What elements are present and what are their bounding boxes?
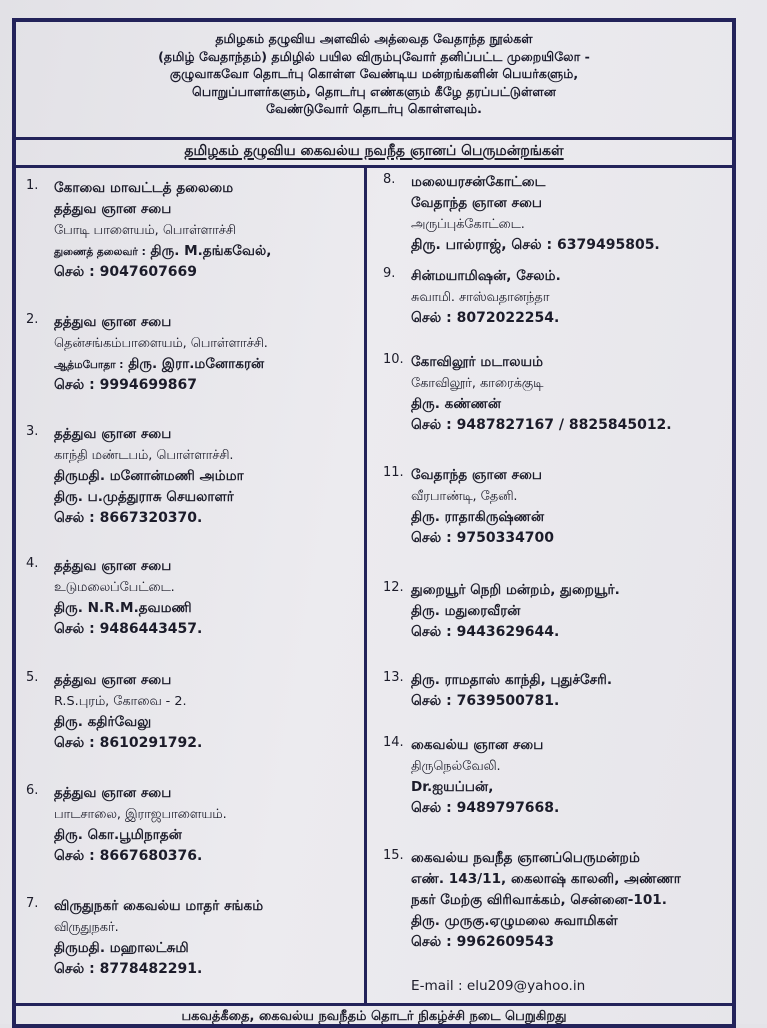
entry-text: சின்மயாமிஷன், சேலம். — [411, 268, 561, 284]
entry-text: வேதாந்த ஞான சபை — [411, 195, 543, 211]
entry-text: கோவிலூர் மடாலயம் — [411, 354, 544, 370]
directory-entry — [383, 848, 681, 953]
entry-line — [54, 487, 244, 508]
entry-line — [411, 308, 561, 329]
intro-line: வேண்டுவோர் தொடர்பு கொள்ளவும். — [266, 101, 482, 116]
entry-text: உடுமலைப்பேட்டை. — [54, 580, 175, 595]
entry-line — [54, 262, 271, 283]
directory-entry — [26, 896, 264, 980]
entry-line — [54, 424, 244, 445]
entry-text: திரு. மதுரைவீரன் — [411, 603, 521, 619]
entry-text: திரு. M.தங்கவேல், — [150, 243, 272, 259]
entry-number: 4. — [26, 556, 39, 571]
directory-entry — [26, 783, 227, 867]
entry-text: வீரபாண்டி, தேனி. — [411, 489, 518, 504]
directory-entry — [26, 178, 272, 283]
entry-line — [54, 938, 263, 959]
entry-text: பாடசாலை, இராஜபாளையம். — [54, 807, 227, 822]
entry-role: ஆத்மபோதா : — [54, 359, 124, 371]
rule-heading — [16, 165, 732, 168]
entry-line — [54, 598, 202, 619]
footer-note: பகவத்கீதை, கைவல்ய நவநீதம் தொடர் நிகழ்ச்சி நடை பெறுகிறது — [181, 1009, 567, 1024]
entry-line — [54, 178, 271, 199]
entry-text: திருமதி. மஹாலட்சுமி — [54, 940, 189, 956]
entry-line — [54, 220, 271, 241]
directory-entry — [26, 556, 203, 640]
entry-line — [54, 333, 268, 354]
entry-phone: செல் : 9489797668. — [411, 800, 560, 816]
entry-number: 2. — [26, 312, 39, 327]
entry-line — [54, 712, 202, 733]
entry-text: திரு. இரா.மனோகரன் — [128, 356, 265, 372]
entry-line — [54, 825, 227, 846]
intro-notice — [18, 30, 730, 118]
entry-line — [411, 670, 612, 691]
entry-phone: செல் : 9994699867 — [54, 377, 198, 393]
entry-line — [54, 783, 227, 804]
entry-phone: செல் : 8667680376. — [54, 848, 203, 864]
entry-text: R.S.புரம், கோவை - 2. — [54, 694, 187, 709]
directory-entry — [26, 424, 244, 529]
entry-line — [411, 735, 559, 756]
entry-line — [54, 670, 202, 691]
entry-text: மலையரசன்கோட்டை — [411, 174, 546, 190]
entry-line — [54, 959, 263, 980]
entry-phone: செல் : 9486443457. — [54, 621, 203, 637]
entry-line — [411, 528, 554, 549]
entry-line — [54, 577, 202, 598]
entry-line — [411, 777, 559, 798]
entry-text: தென்சங்கம்பாளையம், பொள்ளாச்சி. — [54, 336, 268, 351]
entry-text: அருப்புக்கோட்டை. — [411, 217, 525, 232]
entry-line — [411, 601, 620, 622]
entry-line — [411, 848, 681, 869]
entry-text: Dr.ஐயப்பன், — [411, 779, 494, 795]
entry-number: 7. — [26, 896, 39, 911]
entry-text: எண். 143/11, கைலாஷ் காலனி, அண்ணா — [411, 871, 681, 887]
entry-number: 10. — [383, 352, 404, 367]
entry-phone: செல் : 8667320370. — [54, 510, 203, 526]
directory-entry — [383, 670, 613, 712]
entry-line — [54, 312, 268, 333]
entry-number: 6. — [26, 783, 39, 798]
entry-text: காந்தி மண்டபம், பொள்ளாச்சி. — [54, 448, 234, 463]
entry-text: தத்துவ ஞான சபை — [54, 426, 172, 442]
entry-line — [411, 756, 559, 777]
entry-text: திரு. கொ.பூமிநாதன் — [54, 827, 182, 843]
contact-email[interactable]: E-mail : elu209@yahoo.in — [411, 978, 586, 994]
entry-text: நகர் மேற்கு விரிவாக்கம், சென்னை-101. — [411, 892, 667, 908]
entry-phone: செல் : 9750334700 — [411, 530, 555, 546]
directory-entry — [383, 352, 672, 436]
entry-text: தத்துவ ஞான சபை — [54, 558, 172, 574]
entry-text: கைவல்ய நவநீத ஞானப்பெருமன்றம் — [411, 850, 640, 866]
entry-line — [411, 172, 660, 193]
entry-line — [54, 896, 263, 917]
entry-text: கோவிலூர், காரைக்குடி — [411, 376, 544, 391]
entry-text: தத்துவ ஞான சபை — [54, 672, 172, 688]
entry-line — [54, 917, 263, 938]
entry-text: கைவல்ய ஞான சபை — [411, 737, 544, 753]
entry-line — [411, 266, 561, 287]
section-heading — [16, 142, 732, 160]
entry-line — [411, 486, 554, 507]
directory-entry — [383, 580, 620, 643]
entry-phone: செல் : 8072022254. — [411, 310, 560, 326]
entry-line — [411, 798, 559, 819]
entry-line — [411, 580, 620, 601]
column-divider — [364, 166, 367, 1004]
entry-number: 14. — [383, 735, 404, 750]
entry-line — [54, 354, 268, 375]
entry-line — [411, 890, 681, 911]
entry-number: 12. — [383, 580, 404, 595]
entry-text: துறையூர் நெறி மன்றம், துறையூர். — [411, 582, 620, 598]
entry-role: துணைத் தலைவர் : — [54, 246, 146, 258]
entry-line — [411, 465, 554, 486]
entry-text: திரு. கதிர்வேலு — [54, 714, 152, 730]
entry-line — [411, 415, 672, 436]
entry-text: திரு. N.R.M.தவமணி — [54, 600, 192, 616]
entry-number: 15. — [383, 848, 404, 863]
directory-entry — [383, 266, 561, 329]
entry-line — [411, 287, 561, 308]
entry-line — [411, 932, 681, 953]
entry-text: போடி பாளையம், பொள்ளாச்சி — [54, 223, 236, 238]
entry-line — [54, 241, 271, 262]
entry-line — [411, 869, 681, 890]
entry-line — [411, 691, 612, 712]
entry-phone: செல் : 9487827167 / 8825845012. — [411, 417, 672, 433]
directory-entry — [383, 465, 555, 549]
directory-entry — [383, 735, 560, 819]
entry-text: வேதாந்த ஞான சபை — [411, 467, 543, 483]
entry-line — [411, 235, 660, 256]
entry-line — [411, 352, 672, 373]
entry-text: திரு. ராமதாஸ் காந்தி, புதுச்சேரி. — [411, 672, 613, 688]
entry-text: விருதுநகர். — [54, 920, 119, 935]
entry-line — [54, 691, 202, 712]
entry-text: தத்துவ ஞான சபை — [54, 314, 172, 330]
entry-line — [54, 733, 202, 754]
entry-text: திருநெல்வேலி. — [411, 759, 501, 774]
entry-text: திரு. முருகு.ஏழுமலை சுவாமிகள் — [411, 913, 618, 929]
directory-entry — [26, 312, 268, 396]
entry-line — [411, 911, 681, 932]
entry-text: கோவை மாவட்டத் தலைமை — [54, 180, 234, 196]
entry-text: தத்துவ ஞான சபை — [54, 201, 172, 217]
entry-line — [411, 373, 672, 394]
entry-number: 3. — [26, 424, 39, 439]
entry-number: 5. — [26, 670, 39, 685]
entry-number: 9. — [383, 266, 396, 281]
entry-line — [54, 804, 227, 825]
entry-phone: திரு. பால்ராஜ், செல் : 6379495805. — [411, 237, 660, 253]
intro-line: (தமிழ் வேதாந்தம்) தமிழில் பயில விரும்புவோர் தனிப்பட்ட முறையிலோ - — [158, 48, 590, 64]
entry-number: 13. — [383, 670, 404, 685]
entry-line — [411, 507, 554, 528]
directory-entry — [383, 172, 660, 256]
entry-number: 11. — [383, 465, 404, 480]
entry-text: திரு. ராதாகிருஷ்ணன் — [411, 509, 545, 525]
entry-phone: செல் : 7639500781. — [411, 693, 560, 709]
entry-line — [411, 394, 672, 415]
entry-text: விருதுநகர் கைவல்ய மாதர் சங்கம் — [54, 898, 264, 914]
entry-line — [54, 199, 271, 220]
intro-line: பொறுப்பாளர்களும், தொடர்பு எண்களும் கீழே தரப்பட்டுள்ளன — [192, 83, 556, 99]
directory-entry — [26, 670, 203, 754]
entry-number: 8. — [383, 172, 396, 187]
entry-line — [54, 846, 227, 867]
entry-line — [411, 214, 660, 235]
entry-line — [54, 445, 244, 466]
entry-text: தத்துவ ஞான சபை — [54, 785, 172, 801]
entry-line — [54, 556, 202, 577]
entry-line — [411, 622, 620, 643]
entry-line — [54, 466, 244, 487]
rule-bottom — [16, 1003, 732, 1006]
entry-line — [54, 375, 268, 396]
entry-text: திரு. ப.முத்துராசு செயலாளர் — [54, 489, 234, 505]
entry-line — [54, 508, 244, 529]
entry-line — [54, 619, 202, 640]
entry-text: திரு. கண்ணன் — [411, 396, 502, 412]
entry-text: சுவாமி. சாஸ்வதானந்தா — [411, 290, 550, 305]
entry-phone: செல் : 9962609543 — [411, 934, 555, 950]
entry-phone: செல் : 8610291792. — [54, 735, 203, 751]
entry-text: திருமதி. மனோன்மணி அம்மா — [54, 468, 244, 484]
intro-line: தமிழகம் தழுவிய அளவில் அத்வைத வேதாந்த நூல்கள் — [215, 31, 533, 46]
entry-phone: செல் : 9047607669 — [54, 264, 198, 280]
section-heading-text: தமிழகம் தழுவிய கைவல்ய நவநீத ஞானப் பெருமன்றங்கள் — [184, 143, 564, 159]
entry-phone: செல் : 9443629644. — [411, 624, 560, 640]
entry-phone: செல் : 8778482291. — [54, 961, 203, 977]
entry-number: 1. — [26, 178, 39, 193]
intro-line: குழுவாகவோ தொடர்பு கொள்ள வேண்டிய மன்றங்களின் பெயர்களும், — [169, 66, 579, 81]
rule-top — [16, 137, 732, 140]
entry-line — [411, 193, 660, 214]
